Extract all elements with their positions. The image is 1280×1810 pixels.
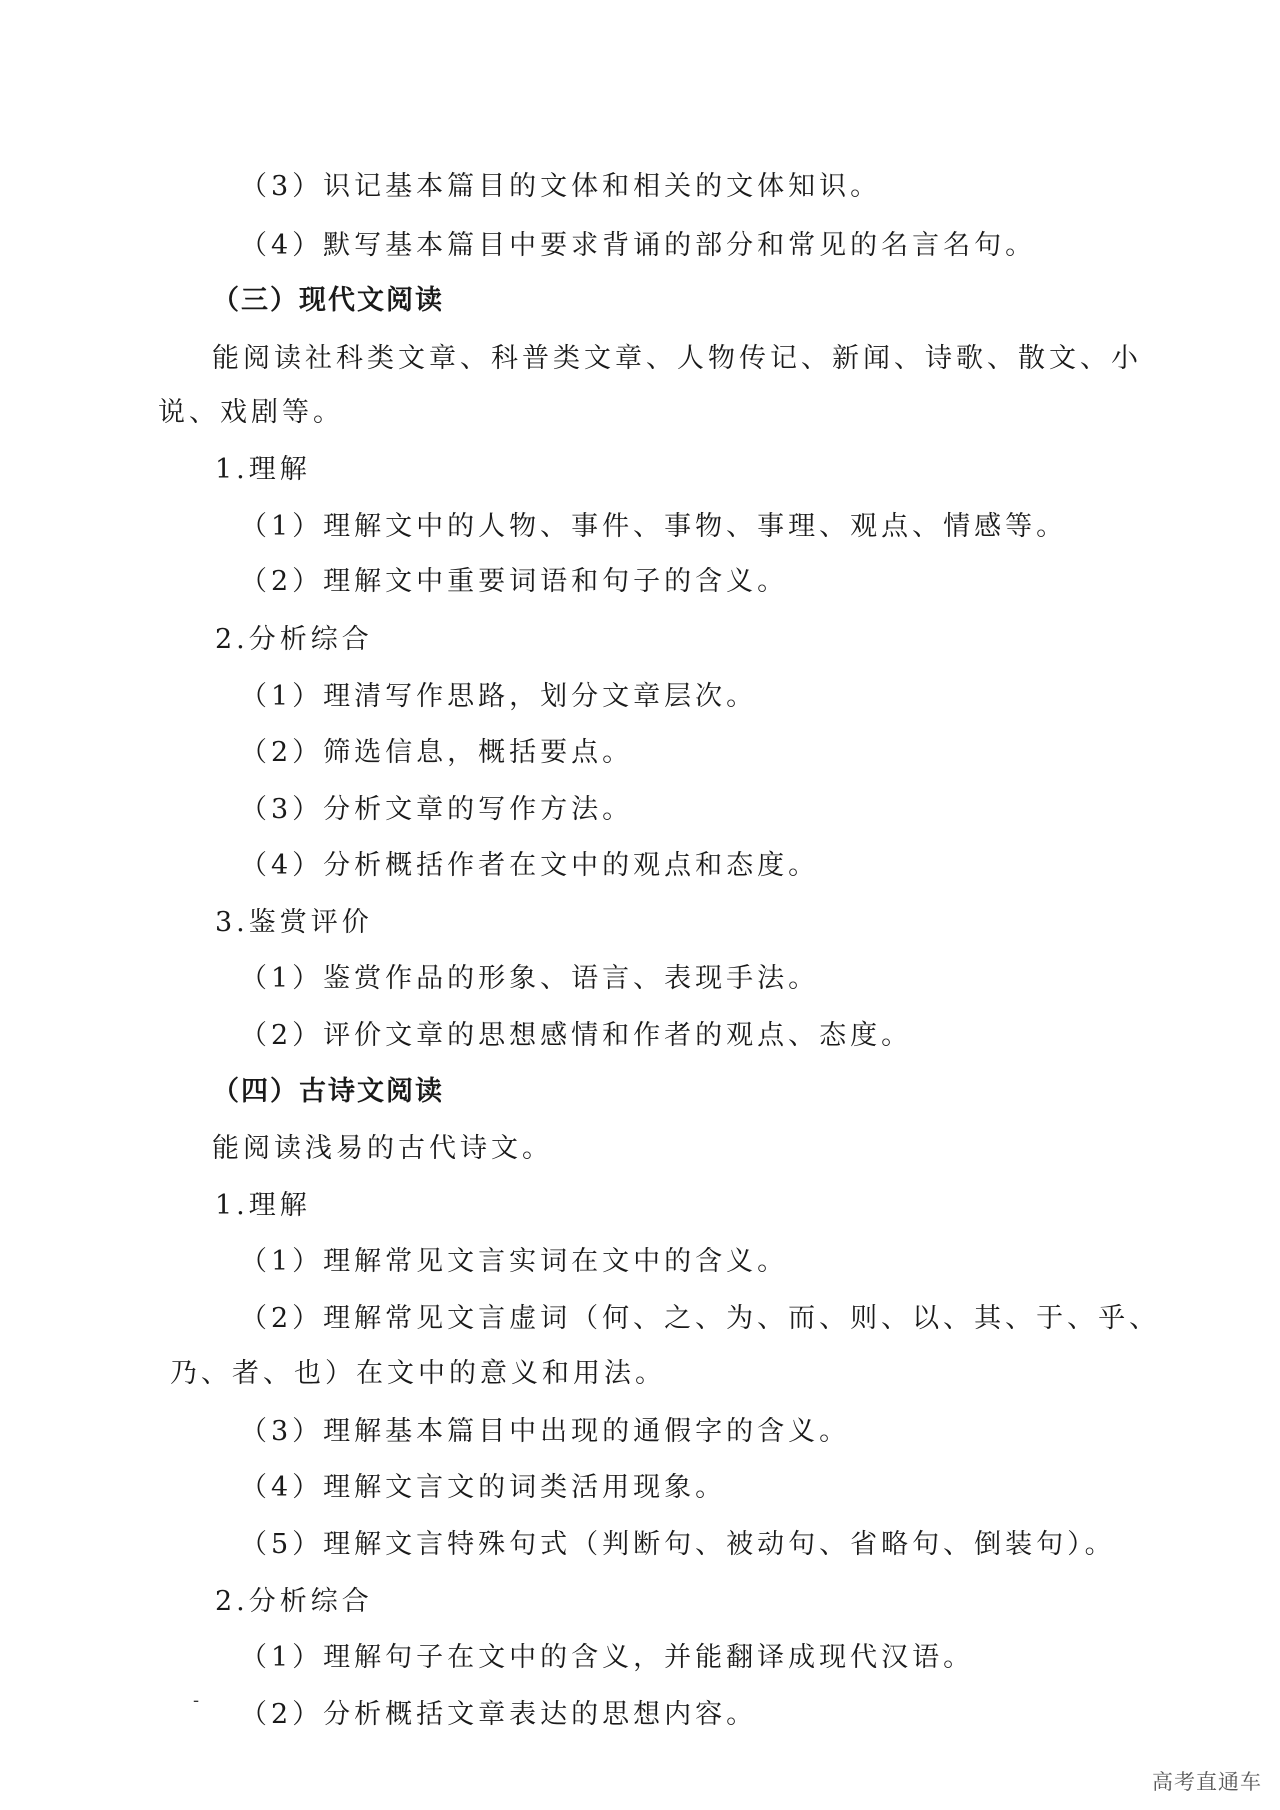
text-line: （2）理解常见文言虚词（何、之、为、而、则、以、其、于、乎、: [240, 1303, 1161, 1334]
subsection-title: 1.理解: [215, 454, 311, 485]
subsection-title: 2.分析综合: [215, 1586, 373, 1617]
text-line: （1）鉴赏作品的形象、语言、表现手法。: [240, 963, 820, 994]
paragraph-line: 能阅读社科类文章、科普类文章、人物传记、新闻、诗歌、散文、小: [212, 343, 1142, 374]
subsection-title: 2.分析综合: [215, 624, 373, 655]
text-line: （2）理解文中重要词语和句子的含义。: [240, 566, 789, 597]
text-line: （1）理解常见文言实词在文中的含义。: [240, 1246, 789, 1277]
paragraph-line: 说、戏剧等。: [158, 397, 344, 428]
subsection-title: 1.理解: [215, 1190, 311, 1221]
text-line: （4）默写基本篇目中要求背诵的部分和常见的名言名句。: [240, 230, 1037, 261]
paragraph-line: 能阅读浅易的古代诗文。: [212, 1133, 553, 1164]
watermark-text: 高考直通车: [1152, 1770, 1262, 1794]
text-line: （3）识记基本篇目的文体和相关的文体知识。: [240, 171, 882, 202]
text-line: （2）分析概括文章表达的思想内容。: [240, 1699, 758, 1730]
text-line: （3）理解基本篇目中出现的通假字的含义。: [240, 1416, 851, 1447]
text-line: （5）理解文言特殊句式（判断句、被动句、省略句、倒装句）。: [240, 1529, 1116, 1560]
subsection-title: 3.鉴赏评价: [215, 907, 373, 938]
text-line: （1）理清写作思路，划分文章层次。: [240, 681, 758, 712]
text-line: （2）评价文章的思想感情和作者的观点、态度。: [240, 1020, 913, 1051]
text-line: （3）分析文章的写作方法。: [240, 794, 634, 825]
text-line: （1）理解句子在文中的含义，并能翻译成现代汉语。: [240, 1642, 975, 1673]
text-line: （4）理解文言文的词类活用现象。: [240, 1472, 727, 1503]
text-line: （4）分析概括作者在文中的观点和态度。: [240, 850, 820, 881]
section-heading: （四）古诗文阅读: [212, 1076, 444, 1107]
stray-dash-mark: -: [193, 1690, 200, 1711]
text-line: 乃、者、也）在文中的意义和用法。: [170, 1358, 666, 1389]
section-heading: （三）现代文阅读: [212, 285, 444, 316]
text-line: （2）筛选信息，概括要点。: [240, 737, 634, 768]
text-line: （1）理解文中的人物、事件、事物、事理、观点、情感等。: [240, 511, 1068, 542]
